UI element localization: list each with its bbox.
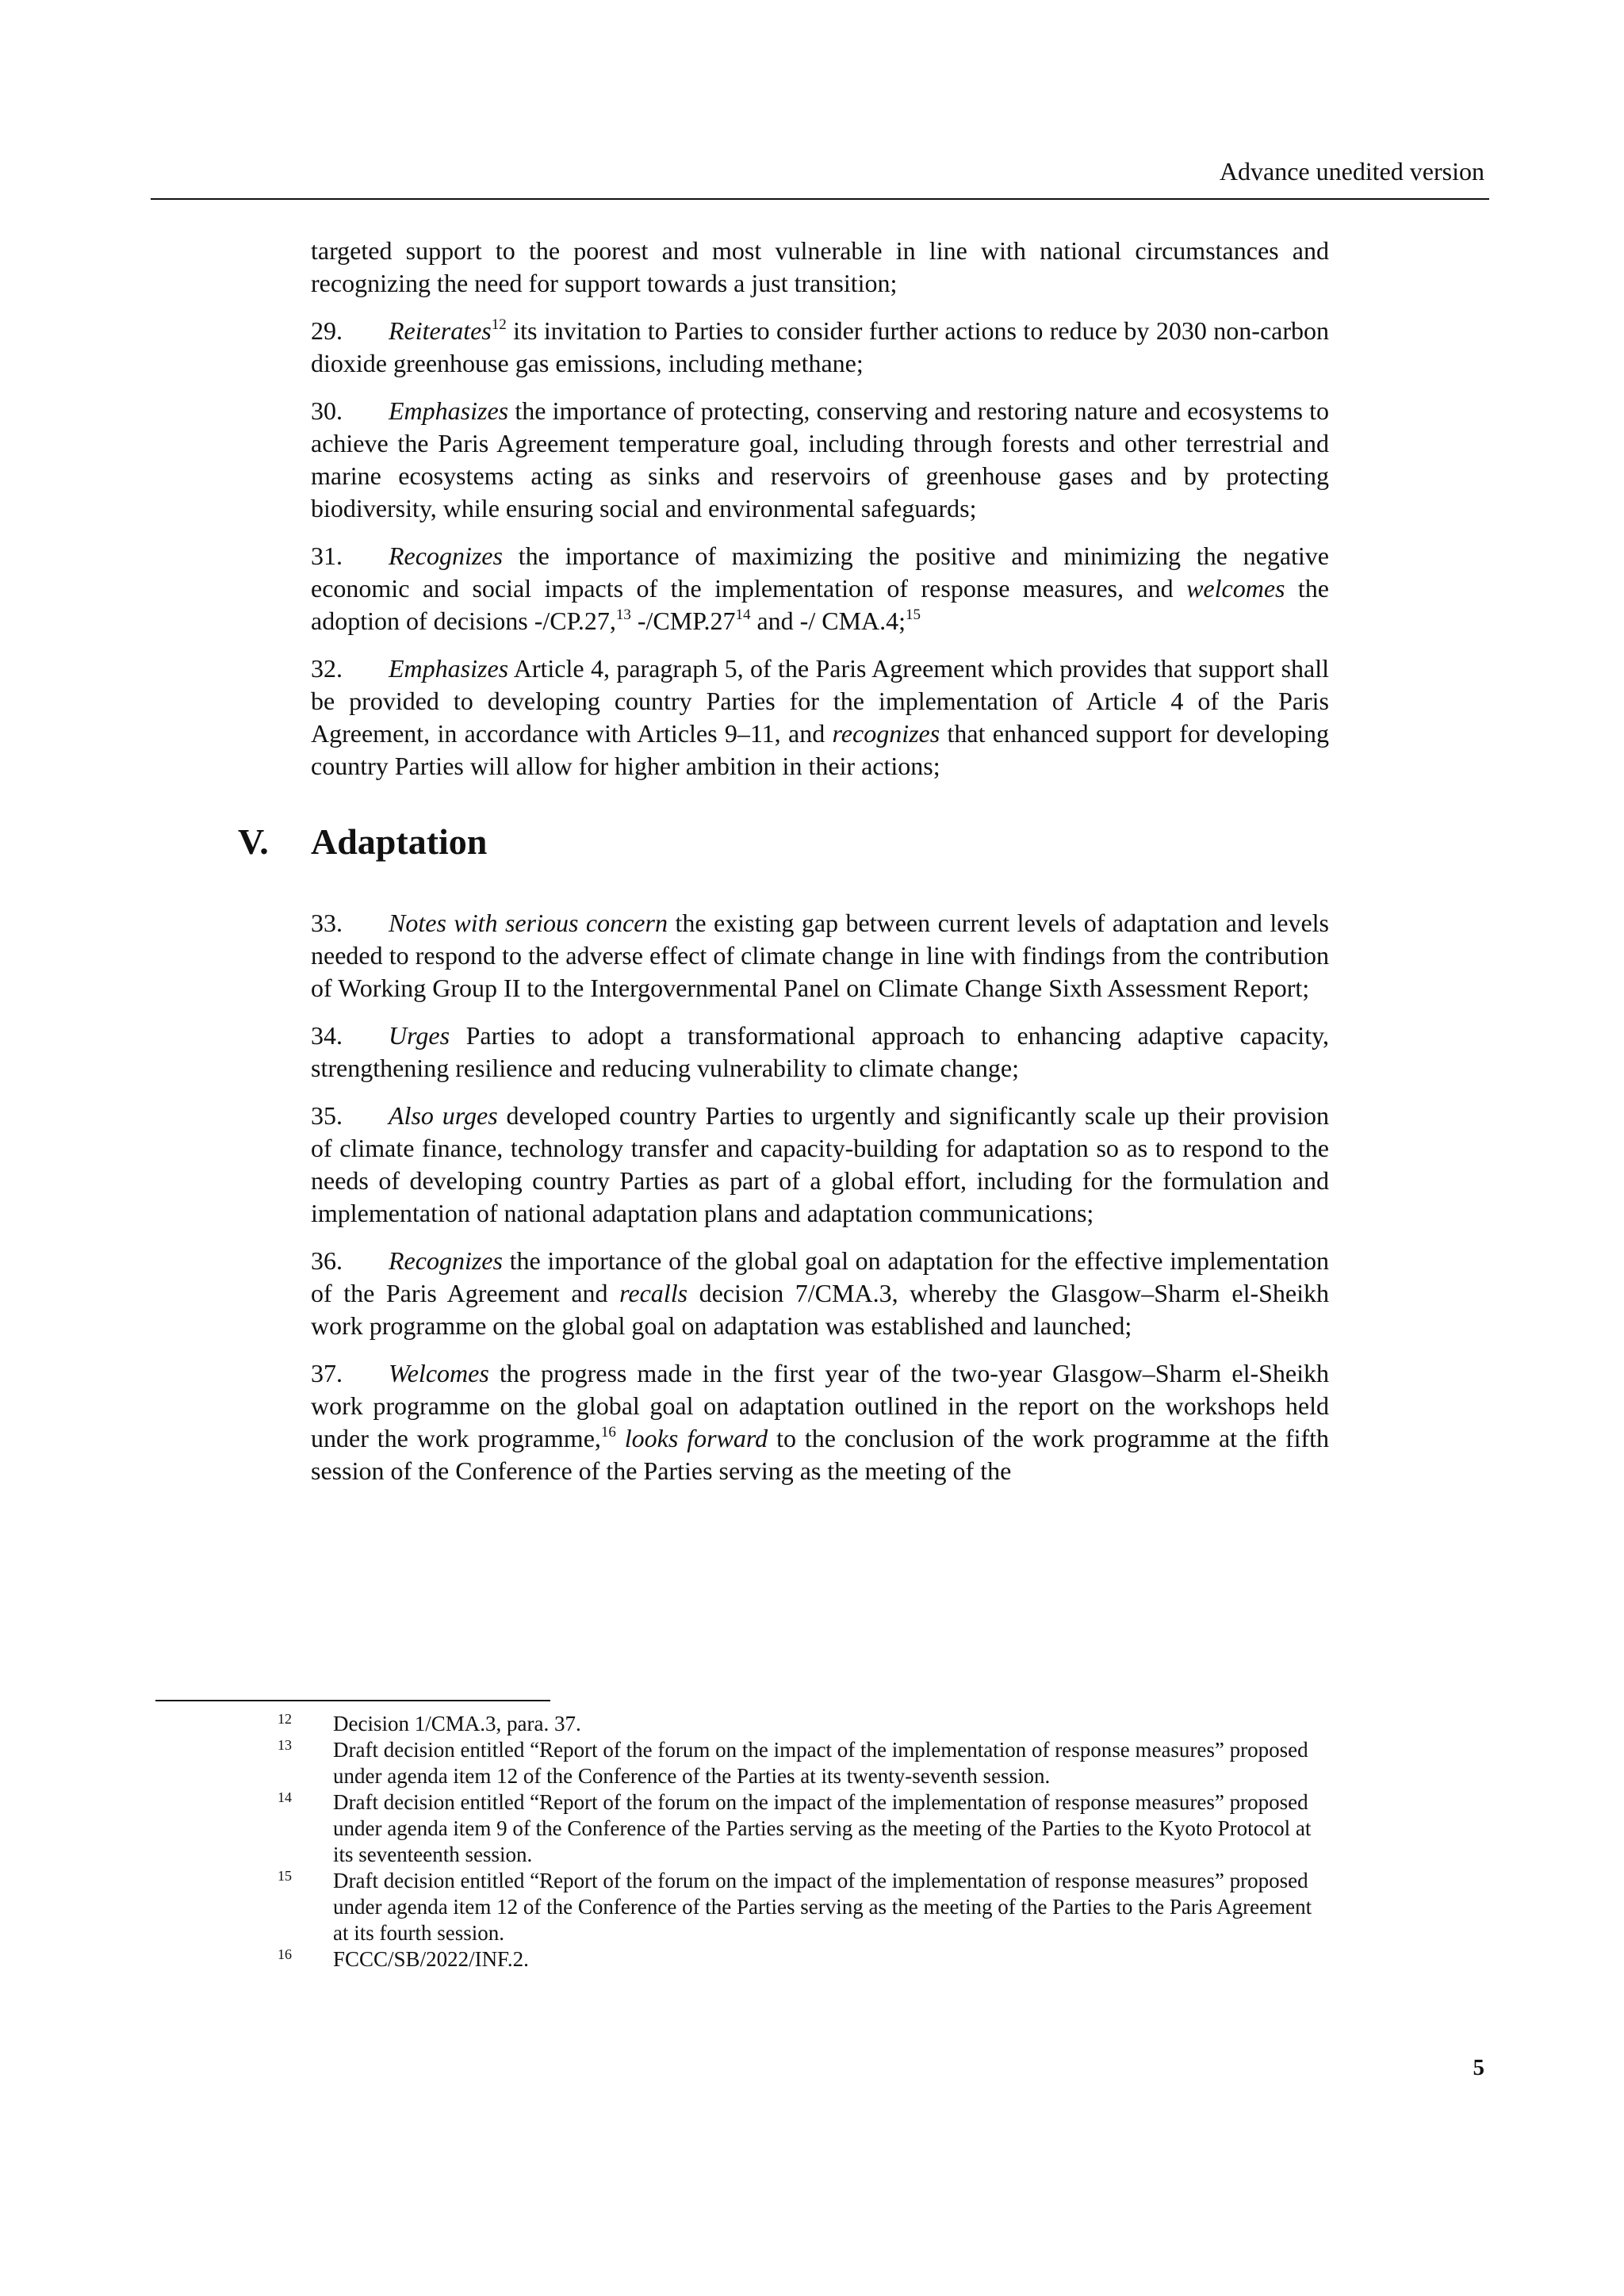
operative-verb: Emphasizes	[389, 654, 509, 683]
paragraph-text: to the conclusion of the work programme at the fifth session of the Conference of the Parties serving as the meeting of the	[311, 1424, 1329, 1485]
operative-verb: Also urges	[389, 1101, 498, 1130]
operative-verb: Recognizes	[389, 1246, 503, 1275]
footnote-number: 14	[278, 1789, 292, 1805]
paragraph-number: 33.	[311, 909, 343, 937]
operative-verb: recalls	[619, 1279, 688, 1307]
paragraph-text: the existing gap between current levels of adaptation and levels needed to respond to the adverse effect of climate change in line with findings from the contribution of Working Group II to the Intergovernmental Panel on Climate Change Sixth Assessment Report;	[311, 909, 1330, 1002]
paragraph-text: the importance of maximizing the positive and minimizing the negative economic and social impacts of the implementation of response measures, and	[311, 541, 1329, 603]
paragraph-text: the importance of protecting, conserving and restoring nature and ecosystems to achieve the Paris Agreement temperature goal, including through forests and other terrestrial and marine ecosystems acting as sinks and reservoirs of greenhouse gases and by protecting biodiversity, while ensuring social and environmental safeguards;	[311, 396, 1329, 522]
section-title: Adaptation	[311, 821, 488, 862]
footnote-number: 16	[278, 1946, 292, 1962]
operative-verb: recognizes	[832, 719, 940, 748]
operative-verb: Notes with serious concern	[389, 909, 668, 937]
operative-verb: Emphasizes	[389, 396, 509, 425]
footnote-12	[278, 1711, 1316, 1737]
paragraph-number: 34.	[311, 1021, 343, 1050]
footnote-text: Draft decision entitled “Report of the forum on the impact of the implementation of response measures” proposed under agenda item 12 of the Conference of the Parties at its twenty-seventh session.	[333, 1738, 1308, 1788]
footnote-ref-15[interactable]: 15	[906, 607, 921, 623]
footnote-ref-13[interactable]: 13	[615, 607, 631, 623]
paragraph-32	[311, 652, 1329, 783]
page-number: 5	[1473, 2055, 1484, 2080]
footnote-text: Draft decision entitled “Report of the forum on the impact of the implementation of response measures” proposed under agenda item 9 of the Conference of the Parties serving as the meeting of the Parties to the Kyoto Protocol at its seventeenth session.	[333, 1790, 1312, 1866]
paragraph-text: that enhanced support for developing country Parties will allow for higher ambition in their actions;	[311, 719, 1330, 780]
footnote-ref-12[interactable]: 12	[491, 316, 507, 333]
paragraph-number: 37.	[311, 1359, 343, 1387]
paragraph-number: 30.	[311, 396, 343, 425]
paragraph-text: the progress made in the first year of the two-year Glasgow–Sharm el-Sheikh work programme on the global goal on adaptation outlined in the report on the workshops held under the work programme,	[311, 1359, 1329, 1452]
footnote-number: 15	[278, 1868, 292, 1884]
paragraph-33	[311, 907, 1329, 1004]
operative-verb: looks forward	[615, 1424, 768, 1452]
paragraph-36	[311, 1245, 1329, 1342]
paragraph-31	[311, 540, 1329, 637]
footnote-number: 12	[278, 1711, 292, 1727]
operative-verb: welcomes	[1186, 574, 1285, 603]
section-number: V.	[238, 821, 269, 862]
paragraph-text: decision 7/CMA.3, whereby the Glasgow–Sharm el-Sheikh work programme on the global goal on adaptation was established and launched;	[311, 1279, 1330, 1340]
paragraph-text: developed country Parties to urgently and significantly scale up their provision of climate finance, technology transfer and capacity-building for adaptation so as to respond to the needs of developing country Parties as part of a global effort, including for the formulation and implementation of national adaptation plans and adaptation communications;	[311, 1101, 1330, 1227]
footnote-15	[278, 1868, 1316, 1946]
footnote-text: Draft decision entitled “Report of the forum on the impact of the implementation of response measures” proposed under agenda item 12 of the Conference of the Parties serving as the meeting of the Parties to the Paris Agreement at its fourth session.	[333, 1869, 1312, 1945]
operative-verb: Welcomes	[389, 1359, 489, 1387]
paragraph-text: its invitation to Parties to consider further actions to reduce by 2030 non-carbon dioxide greenhouse gas emissions, including methane;	[311, 316, 1329, 377]
paragraph-text: Parties to adopt a transformational approach to enhancing adaptive capacity, strengthening resilience and reducing vulnerability to climate change;	[311, 1021, 1329, 1082]
paragraph-37	[311, 1357, 1329, 1487]
footnote-text: FCCC/SB/2022/INF.2.	[333, 1947, 529, 1971]
operative-verb: Reiterates	[389, 316, 492, 345]
paragraph-number: 32.	[311, 654, 343, 683]
paragraph-28-continued: targeted support to the poorest and most vulnerable in line with national circumstances and recognizing the need for support towards a just transition;	[311, 236, 1329, 297]
footnote-separator	[155, 1700, 550, 1701]
paragraph-29	[311, 315, 1329, 380]
footnote-13	[278, 1737, 1316, 1789]
paragraph-30	[311, 395, 1329, 525]
footnote-text: Decision 1/CMA.3, para. 37.	[333, 1712, 581, 1735]
document-body	[238, 235, 1330, 1487]
section-heading	[238, 818, 1329, 866]
paragraph-number: 29.	[311, 316, 343, 345]
running-header: Advance unedited version	[1219, 157, 1484, 186]
paragraph-35	[311, 1100, 1329, 1230]
paragraph-text: -/CMP.27	[630, 607, 736, 635]
footnotes	[278, 1711, 1316, 1973]
operative-verb: Urges	[389, 1021, 450, 1050]
header-rule	[151, 198, 1489, 200]
paragraph-number: 35.	[311, 1101, 343, 1130]
operative-verb: Recognizes	[389, 541, 503, 570]
paragraph-text: and -/ CMA.4;	[750, 607, 906, 635]
paragraph-text: the adoption of decisions -/CP.27,	[311, 574, 1329, 635]
footnote-number: 13	[278, 1737, 292, 1753]
paragraph-text: Article 4, paragraph 5, of the Paris Agreement which provides that support shall be provided to developing country Parties for the implementation of Article 4 of the Paris Agreement, in accordance with Articles 9–11, and	[311, 654, 1329, 748]
footnote-14	[278, 1789, 1316, 1868]
paragraph-number: 36.	[311, 1246, 343, 1275]
paragraph-number: 31.	[311, 541, 343, 570]
footnote-16	[278, 1946, 1316, 1973]
footnote-ref-16[interactable]: 16	[600, 1424, 616, 1441]
paragraph-text: the importance of the global goal on adaptation for the effective implementation of the Paris Agreement and	[311, 1246, 1329, 1307]
paragraph-34	[311, 1020, 1329, 1085]
footnote-ref-14[interactable]: 14	[735, 607, 751, 623]
